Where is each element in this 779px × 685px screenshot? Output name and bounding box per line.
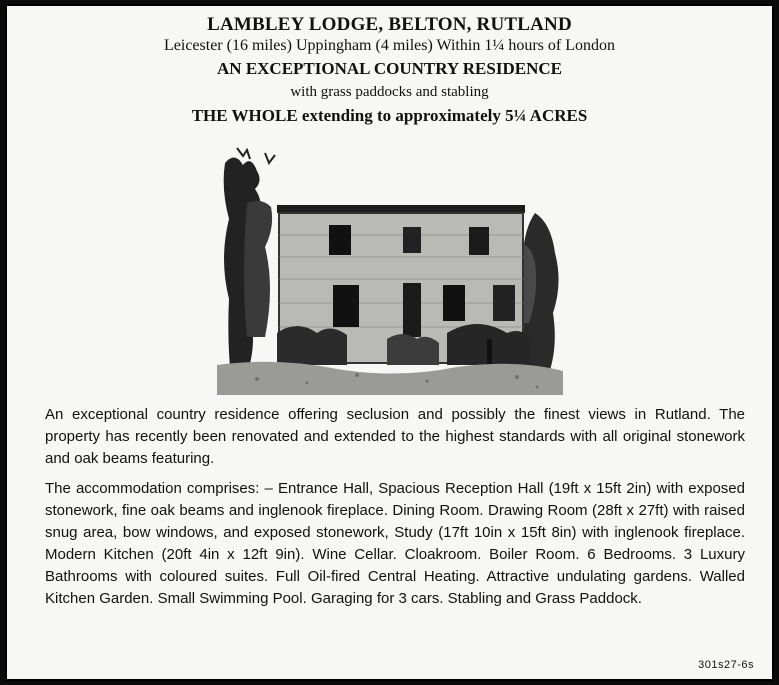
property-extent: THE WHOLE extending to approximately 5¼ ACRES xyxy=(191,106,588,125)
location-line: Leicester (16 miles) Uppingham (4 miles) Within 1¼ hours of London xyxy=(164,37,615,54)
reference-code: 301s27-6s xyxy=(698,659,754,671)
advert-headline: AN EXCEPTIONAL COUNTRY RESIDENCE xyxy=(217,59,562,78)
accommodation-details: The accommodation comprises: – Entrance Hall, Spacious Reception Hall (19ft x 15ft 2in) with exposed stonework, fine oak beams and inglenook fireplace. Dining Room. Drawing Room (28ft x 27ft) with raised snug area, bow windows, and exposed stonework, Study (17ft 10in x 15ft 8in) with inglenook fireplace. Modern Kitchen (20ft 4in x 12ft 9in). Wine Cellar. Cloakroom. Boiler Room. 6 Bedrooms. 3 Luxury Bathrooms with coloured suites. Full Oil-fired Central Heating. Attractive undulating gardens. Walled Kitchen Garden. Small Swimming Pool. Garaging for 3 cars. Stabling and Grass Paddock. xyxy=(45,480,745,607)
property-advert xyxy=(5,4,774,681)
advert-title: LAMBLEY LODGE, BELTON, RUTLAND xyxy=(207,14,572,35)
house-photo-graphic xyxy=(217,143,563,395)
house-photo xyxy=(217,143,563,395)
advert-subheadline: with grass paddocks and stabling xyxy=(290,84,489,100)
property-description: An exceptional country residence offering seclusion and possibly the finest views in Rutland. The property has recently been renovated and extended to the highest standards with all original stonework and oak beams featuring. xyxy=(45,406,745,467)
